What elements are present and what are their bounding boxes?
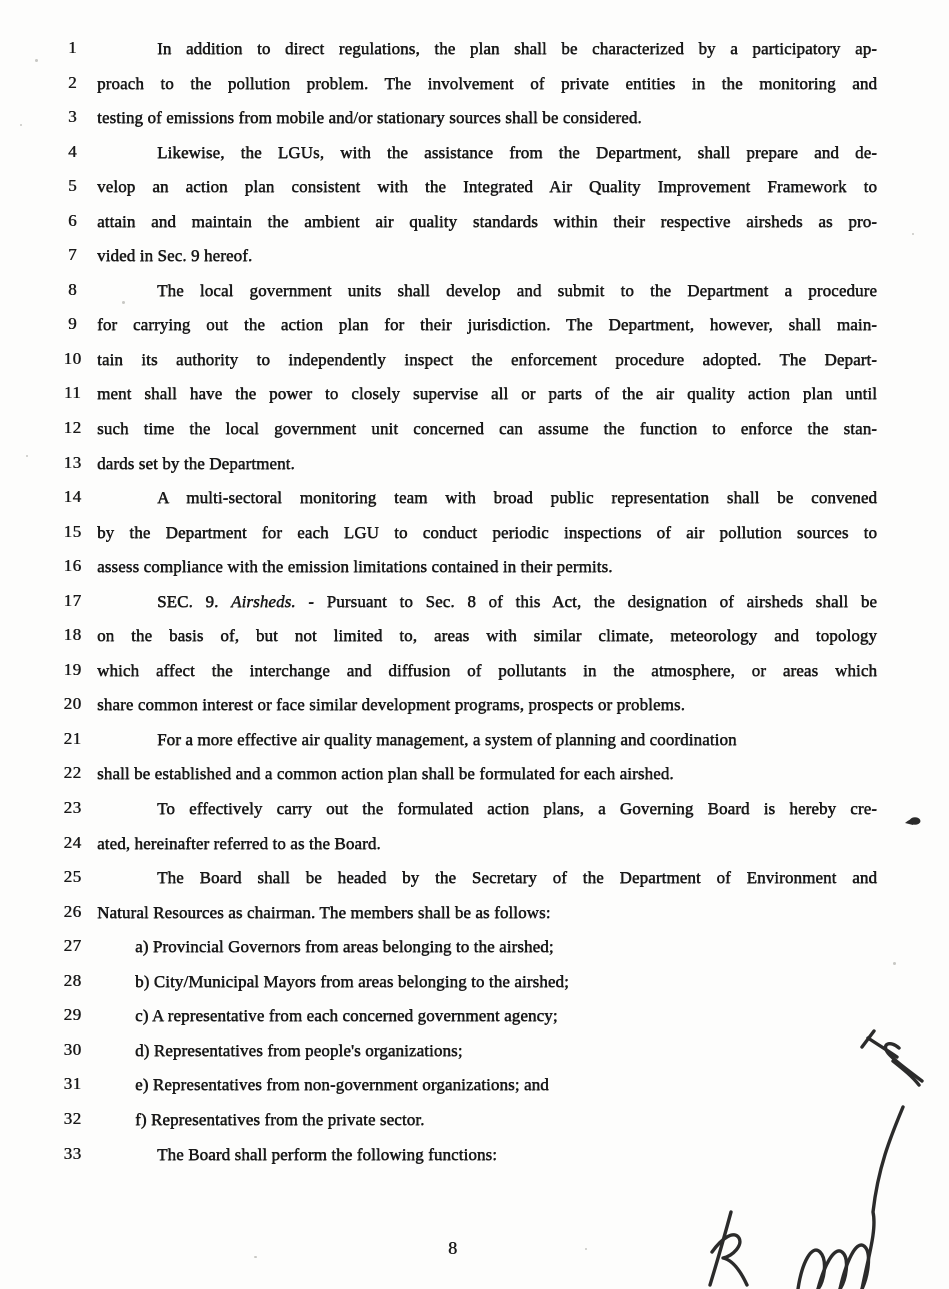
text-segment: In addition to direct regulations, the plan shall be characterized by a participatory ap- — [157, 39, 877, 58]
line-text — [97, 833, 877, 854]
line-text — [97, 1005, 877, 1026]
text-segment: ment shall have the power to closely supervise all or parts of the air quality action plan until — [97, 384, 877, 404]
text-segment: SEC. 9. — [157, 591, 231, 611]
text-segment: b) City/Municipal Mayors from areas belonging to the airshed; — [135, 971, 569, 991]
line-number: 14 — [63, 487, 82, 507]
line-number: 33 — [63, 1143, 82, 1163]
paper-speck — [26, 455, 28, 457]
document-line — [50, 556, 877, 591]
line-text — [97, 349, 877, 370]
line-number: 6 — [68, 210, 77, 230]
line-number: 2 — [68, 72, 77, 92]
line-text — [97, 73, 877, 94]
ink-speck-icon — [905, 817, 921, 825]
document-line — [50, 383, 877, 418]
document-line — [50, 936, 877, 971]
line-number: 9 — [68, 314, 77, 334]
line-text — [97, 38, 877, 59]
text-segment: share common interest or face similar development programs, prospects or problems. — [97, 695, 685, 715]
line-text — [97, 867, 877, 888]
document-line — [50, 1040, 877, 1075]
line-number: 16 — [63, 556, 82, 576]
text-segment: a) Provincial Governors from areas belonging to the airshed; — [135, 937, 554, 957]
line-text — [97, 245, 877, 266]
document-line — [50, 349, 877, 384]
line-number: 25 — [63, 867, 82, 887]
line-number: 1 — [68, 38, 77, 57]
line-number: 23 — [63, 798, 82, 818]
line-text — [97, 763, 877, 784]
line-text — [97, 729, 877, 750]
document-line — [50, 625, 877, 660]
text-segment: velop an action plan consistent with the Integrated Air Quality Improvement Framework to — [97, 177, 877, 197]
line-number: 5 — [68, 176, 77, 196]
initial-scribble-icon — [710, 1212, 747, 1285]
document-line — [50, 38, 877, 73]
line-number: 29 — [63, 1005, 82, 1025]
line-text — [97, 176, 877, 197]
document-line — [50, 453, 877, 488]
line-text — [97, 1109, 877, 1130]
text-segment: e) Representatives from non-government organizations; and — [135, 1075, 549, 1095]
paper-speck — [912, 233, 914, 235]
document-line — [50, 971, 877, 1006]
paper-speck — [254, 1256, 257, 1258]
document-line — [50, 867, 877, 902]
text-segment: testing of emissions from mobile and/or stationary sources shall be considered. — [97, 108, 642, 128]
italic-text-segment: Airsheds. — [230, 591, 296, 611]
text-segment: ated, hereinafter referred to as the Board. — [97, 833, 381, 853]
document-line — [50, 211, 877, 246]
text-segment: The local government units shall develop and submit to the Department a procedure — [157, 280, 877, 300]
document-line — [50, 694, 877, 729]
text-segment: such time the local government unit concerned can assume the function to enforce the stan- — [97, 419, 877, 439]
line-text — [97, 1144, 877, 1165]
line-number: 15 — [63, 521, 82, 541]
text-segment: attain and maintain the ambient air quality standards within their respective airsheds as pro- — [97, 211, 877, 231]
line-text — [97, 1074, 877, 1095]
line-number: 28 — [63, 970, 82, 990]
text-segment: Likewise, the LGUs, with the assistance from the Department, shall prepare and de- — [157, 142, 877, 162]
line-text — [97, 211, 877, 232]
document-line — [50, 1109, 877, 1144]
document-line — [50, 487, 877, 522]
page-number: 8 — [448, 1238, 457, 1258]
text-segment: shall be established and a common action plan shall be formulated for each airshed. — [97, 764, 674, 784]
document-line — [50, 591, 877, 626]
text-segment: A multi-sectoral monitoring team with broad public representation shall be convened — [157, 488, 877, 508]
text-segment: d) Representatives from people's organizations; — [135, 1040, 463, 1060]
line-text — [97, 418, 877, 439]
document-line — [50, 1144, 877, 1179]
document-line — [50, 245, 877, 280]
text-segment: To effectively carry out the formulated action plans, a Governing Board is hereby cre- — [157, 799, 877, 819]
paper-speck — [893, 962, 896, 965]
text-segment: vided in Sec. 9 hereof. — [97, 246, 253, 266]
document-line — [50, 176, 877, 211]
text-segment: tain its authority to independently inspect the enforcement procedure adopted. The Depart- — [97, 349, 877, 369]
line-text — [97, 625, 877, 646]
line-number: 13 — [63, 452, 82, 472]
document-line — [50, 798, 877, 833]
line-number: 12 — [63, 418, 82, 438]
line-text — [97, 694, 877, 715]
line-text — [97, 280, 877, 301]
line-text — [97, 556, 877, 577]
text-segment: The Board shall be headed by the Secretary of the Department of Environment and — [157, 868, 877, 888]
line-text — [97, 1040, 877, 1061]
line-number: 27 — [63, 936, 82, 956]
text-segment: - Pursuant to Sec. 8 of this Act, the designation of airsheds shall be — [295, 591, 877, 611]
line-text — [97, 798, 877, 819]
text-segment: proach to the pollution problem. The involvement of private entities in the monitoring and — [97, 73, 877, 93]
line-text — [97, 522, 877, 543]
text-segment: assess compliance with the emission limitations contained in their permits. — [97, 557, 613, 577]
line-number: 31 — [63, 1074, 82, 1094]
text-segment: which affect the interchange and diffusion of pollutants in the atmosphere, or areas which — [97, 660, 877, 680]
line-number: 19 — [63, 659, 82, 679]
line-number: 32 — [63, 1108, 82, 1128]
line-text — [97, 591, 877, 612]
line-number: 10 — [63, 348, 82, 368]
text-segment: For a more effective air quality management, a system of planning and coordination — [157, 729, 737, 749]
document-line — [50, 833, 877, 868]
paper-speck — [122, 301, 125, 304]
text-column — [50, 38, 877, 1178]
paper-speck — [20, 124, 22, 126]
line-number: 22 — [63, 763, 82, 783]
text-segment: for carrying out the action plan for their jurisdiction. The Department, however, shall main- — [97, 315, 877, 335]
line-text — [97, 107, 877, 128]
document-line — [50, 729, 877, 764]
text-segment: on the basis of, but not limited to, areas with similar climate, meteorology and topology — [97, 626, 877, 646]
line-number: 7 — [68, 245, 77, 265]
document-line — [50, 280, 877, 315]
document-line — [50, 902, 877, 937]
document-line — [50, 763, 877, 798]
text-segment: Natural Resources as chairman. The members shall be as follows: — [97, 902, 551, 922]
line-number: 21 — [63, 728, 82, 748]
document-line — [50, 73, 877, 108]
text-segment: c) A representative from each concerned government agency; — [135, 1006, 558, 1026]
document-line — [50, 418, 877, 453]
line-text — [97, 902, 877, 923]
text-segment: f) Representatives from the private sector. — [135, 1109, 425, 1129]
line-number: 4 — [68, 141, 77, 161]
line-number: 20 — [63, 694, 82, 714]
line-number: 11 — [63, 383, 82, 403]
document-line — [50, 1005, 877, 1040]
line-number: 8 — [68, 279, 77, 299]
line-number: 26 — [63, 901, 82, 921]
line-text — [97, 453, 877, 474]
paper-speck — [585, 1248, 587, 1250]
document-line — [50, 314, 877, 349]
document-line — [50, 107, 877, 142]
line-number: 3 — [68, 107, 77, 127]
document-line — [50, 1074, 877, 1109]
line-number: 17 — [63, 590, 82, 610]
line-text — [97, 314, 877, 335]
document-line — [50, 142, 877, 177]
line-text — [97, 660, 877, 681]
line-number: 18 — [63, 625, 82, 645]
line-text — [97, 142, 877, 163]
line-number: 24 — [63, 832, 82, 852]
text-segment: The Board shall perform the following functions: — [157, 1144, 498, 1164]
document-line — [50, 522, 877, 557]
paper-speck — [35, 59, 38, 62]
line-text — [97, 487, 877, 508]
document-line — [50, 660, 877, 695]
text-segment: dards set by the Department. — [97, 453, 295, 473]
line-number: 30 — [63, 1039, 82, 1059]
line-text — [97, 936, 877, 957]
line-text — [97, 971, 877, 992]
line-text — [97, 383, 877, 404]
text-segment: by the Department for each LGU to conduct periodic inspections of air pollution sources to — [97, 522, 877, 542]
